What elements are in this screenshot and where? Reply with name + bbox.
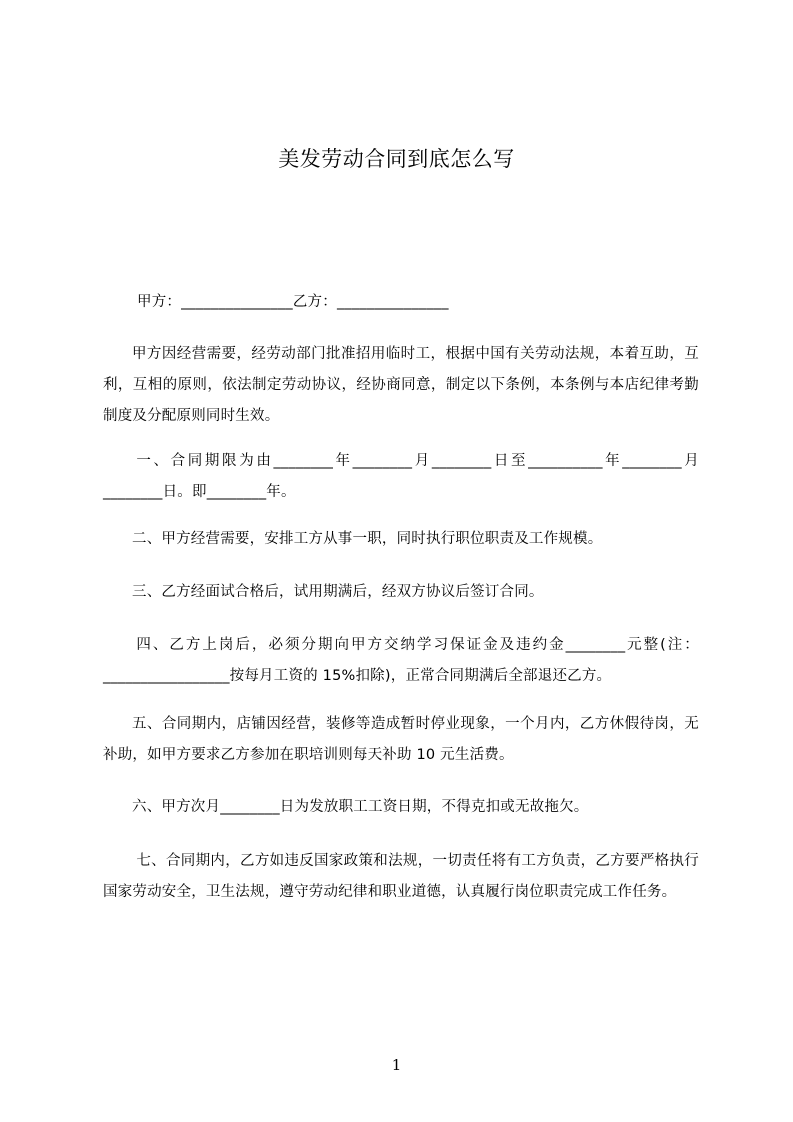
document-title: 美发劳动合同到底怎么写 <box>278 147 515 171</box>
page-number: 1 <box>391 1056 402 1074</box>
clause-4: 四、乙方上岗后，必须分期向甲方交纳学习保证金及违约金________元整(注：_________________按每月工资的 15%扣除)，正常合同期满后全部退还乙方。 <box>103 637 699 684</box>
clause-6: 六、甲方次月________日为发放职工工资日期，不得克扣或无故拖欠。 <box>132 799 589 815</box>
clause-3: 三、乙方经面试合格后，试用期满后，经双方协议后签订合同。 <box>132 584 544 600</box>
clause-2: 二、甲方经营需要，安排工方从事一职，同时执行职位职责及工作规模。 <box>132 531 603 547</box>
clause-1: 一、合同期限为由________年________月________日至__________年________月________日。即________年。 <box>103 453 699 500</box>
clause-5: 五、合同期内，店铺因经营，装修等造成暂时停业现象，一个月内，乙方休假待岗，无补助，如甲方要求乙方参加在职培训则每天补助 10 元生活费。 <box>103 716 699 763</box>
intro-paragraph: 甲方因经营需要，经劳动部门批准招用临时工，根据中国有关劳动法规，本着互助，互利，互相的原则，依法制定劳动协议，经协商同意，制定以下条例，本条例与本店纪律考勤制度及分配原则同时生效。 <box>103 346 699 424</box>
parties-line: 甲方：_______________乙方：_______________ <box>137 294 449 310</box>
clause-7: 七、合同期内，乙方如违反国家政策和法规，一切责任将有工方负责，乙方要严格执行国家劳动安全，卫生法规，遵守劳动纪律和职业道德，认真履行岗位职责完成工作任务。 <box>103 853 699 900</box>
